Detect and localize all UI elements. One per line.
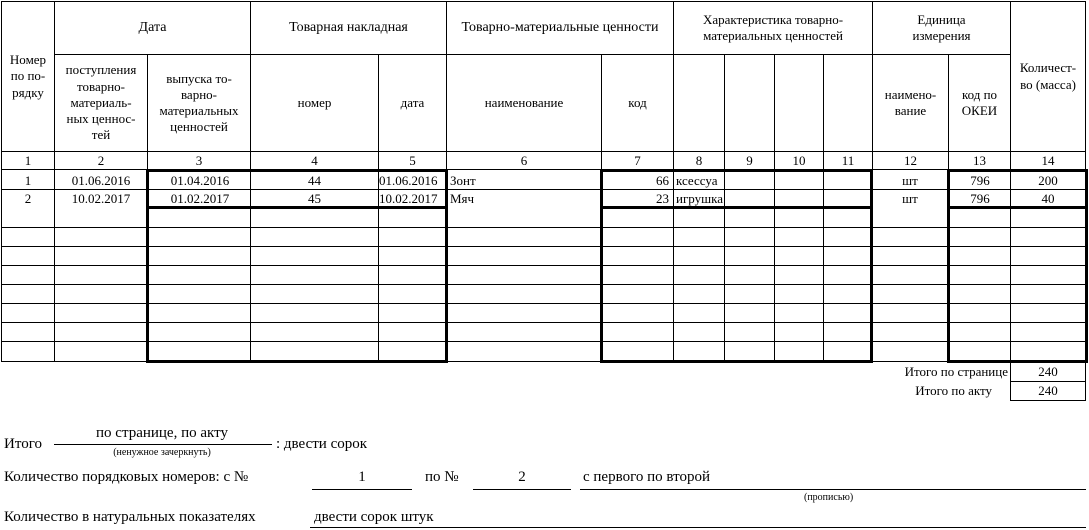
header-invoice-number: номер xyxy=(297,94,332,110)
header-unit-okei: код по ОКЕИ xyxy=(961,86,998,118)
header-date-group: Дата xyxy=(138,20,167,36)
header-goods-name: наименование xyxy=(484,94,564,110)
cell-goods-code: 66 xyxy=(656,173,669,188)
column-number: 9 xyxy=(746,153,753,168)
cell-invoice-number: 44 xyxy=(308,173,321,188)
cell-unit-name: шт xyxy=(902,191,918,206)
grid-line xyxy=(1,265,1085,266)
grid-line-bold xyxy=(600,169,603,363)
grid-line xyxy=(1,341,1085,342)
column-number: 5 xyxy=(409,153,416,168)
header-quantity: Количест- во (масса) xyxy=(1019,60,1077,92)
header-invoice-group: Товарная накладная xyxy=(289,20,408,36)
cell-unit-okei: 796 xyxy=(970,173,990,188)
grid-line xyxy=(1,303,1085,304)
column-number: 7 xyxy=(634,153,641,168)
header-date-receipt: поступления товарно- материаль- ных ценнос- тей xyxy=(65,62,137,143)
cell-unit-name: шт xyxy=(902,173,918,188)
cell-date-received: 01.06.2016 xyxy=(71,173,131,188)
grid-line xyxy=(774,54,775,361)
total-value: : двести сорок xyxy=(276,436,368,452)
cell-goods-code: 23 xyxy=(656,191,669,206)
grid-line xyxy=(1,322,1085,323)
column-number: 1 xyxy=(24,153,32,168)
header-goods-code: код xyxy=(628,94,647,110)
column-number: 8 xyxy=(695,153,703,168)
underline xyxy=(580,489,1086,490)
cell-goods-name: Мяч xyxy=(450,191,475,206)
total-label: Итого xyxy=(4,436,42,452)
header-goods-group: Товарно-материальные ценности xyxy=(461,20,659,36)
natural-value: двести сорок штук xyxy=(314,509,434,525)
cell-invoice-date: 01.06.2016 xyxy=(379,173,438,188)
cell-row-number: 2 xyxy=(24,191,32,206)
count-label: Количество порядковых номеров: с № xyxy=(4,469,249,485)
cell-invoice-date: 10.02.2017 xyxy=(379,191,438,206)
header-unit-name: наимено- вание xyxy=(884,86,937,118)
count-words-hint: (прописью) xyxy=(804,492,854,503)
count-to-label: по № xyxy=(425,469,459,485)
cell-date-issued: 01.02.2017 xyxy=(170,191,230,206)
grid-line-bold xyxy=(1085,169,1088,363)
column-number: 14 xyxy=(1041,153,1055,168)
underline xyxy=(312,489,412,490)
total-page-value: 240 xyxy=(1038,364,1058,379)
cell-characteristic: ксессуа xyxy=(676,173,718,188)
column-number: 11 xyxy=(841,153,855,168)
cell-date-received: 10.02.2017 xyxy=(71,191,131,206)
header-unit-group: Единица измерения xyxy=(912,11,971,43)
cell-date-issued: 01.04.2016 xyxy=(170,173,230,188)
cell-row-number: 1 xyxy=(24,173,32,188)
column-number: 10 xyxy=(792,153,806,168)
count-to: 2 xyxy=(518,469,526,485)
grid-line xyxy=(724,54,725,361)
grid-line xyxy=(1,227,1085,228)
grid-line-bold xyxy=(147,360,447,363)
column-number: 12 xyxy=(904,153,917,168)
grid-line xyxy=(1,284,1085,285)
total-act-label: Итого по акту xyxy=(915,383,992,398)
fraction-line xyxy=(54,444,272,445)
column-number: 3 xyxy=(195,153,203,168)
natural-label: Количество в натуральных показателях xyxy=(4,509,256,525)
cell-unit-okei: 796 xyxy=(970,191,990,206)
underline xyxy=(473,489,571,490)
header-characteristics-group: Характеристика товарно- материальных ценностей xyxy=(702,11,844,43)
header-date-issue: выпуска то- варно- материальных ценностей xyxy=(159,70,239,135)
header-invoice-date: дата xyxy=(400,94,425,110)
total-fraction-top: по странице, по акту xyxy=(96,425,228,441)
total-fraction-hint: (ненужное зачеркнуть) xyxy=(113,447,211,458)
cell-goods-name: Зонт xyxy=(450,173,476,188)
grid-line xyxy=(1,246,1085,247)
column-number: 2 xyxy=(97,153,105,168)
column-number: 4 xyxy=(311,153,318,168)
count-words: с первого по второй xyxy=(583,469,710,485)
cell-quantity: 40 xyxy=(1041,191,1055,206)
cell-invoice-number: 45 xyxy=(308,191,321,206)
header-row-number: Номер по по- рядку xyxy=(9,52,47,100)
grid-line xyxy=(1010,400,1086,401)
underline xyxy=(310,527,1086,528)
total-act-value: 240 xyxy=(1038,383,1058,398)
cell-quantity: 200 xyxy=(1038,173,1058,188)
column-number: 6 xyxy=(520,153,528,168)
column-number: 13 xyxy=(973,153,986,168)
cell-characteristic: игрушка xyxy=(676,191,724,206)
count-from: 1 xyxy=(358,469,366,485)
total-page-label: Итого по странице xyxy=(904,364,1008,379)
grid-line xyxy=(823,54,824,361)
